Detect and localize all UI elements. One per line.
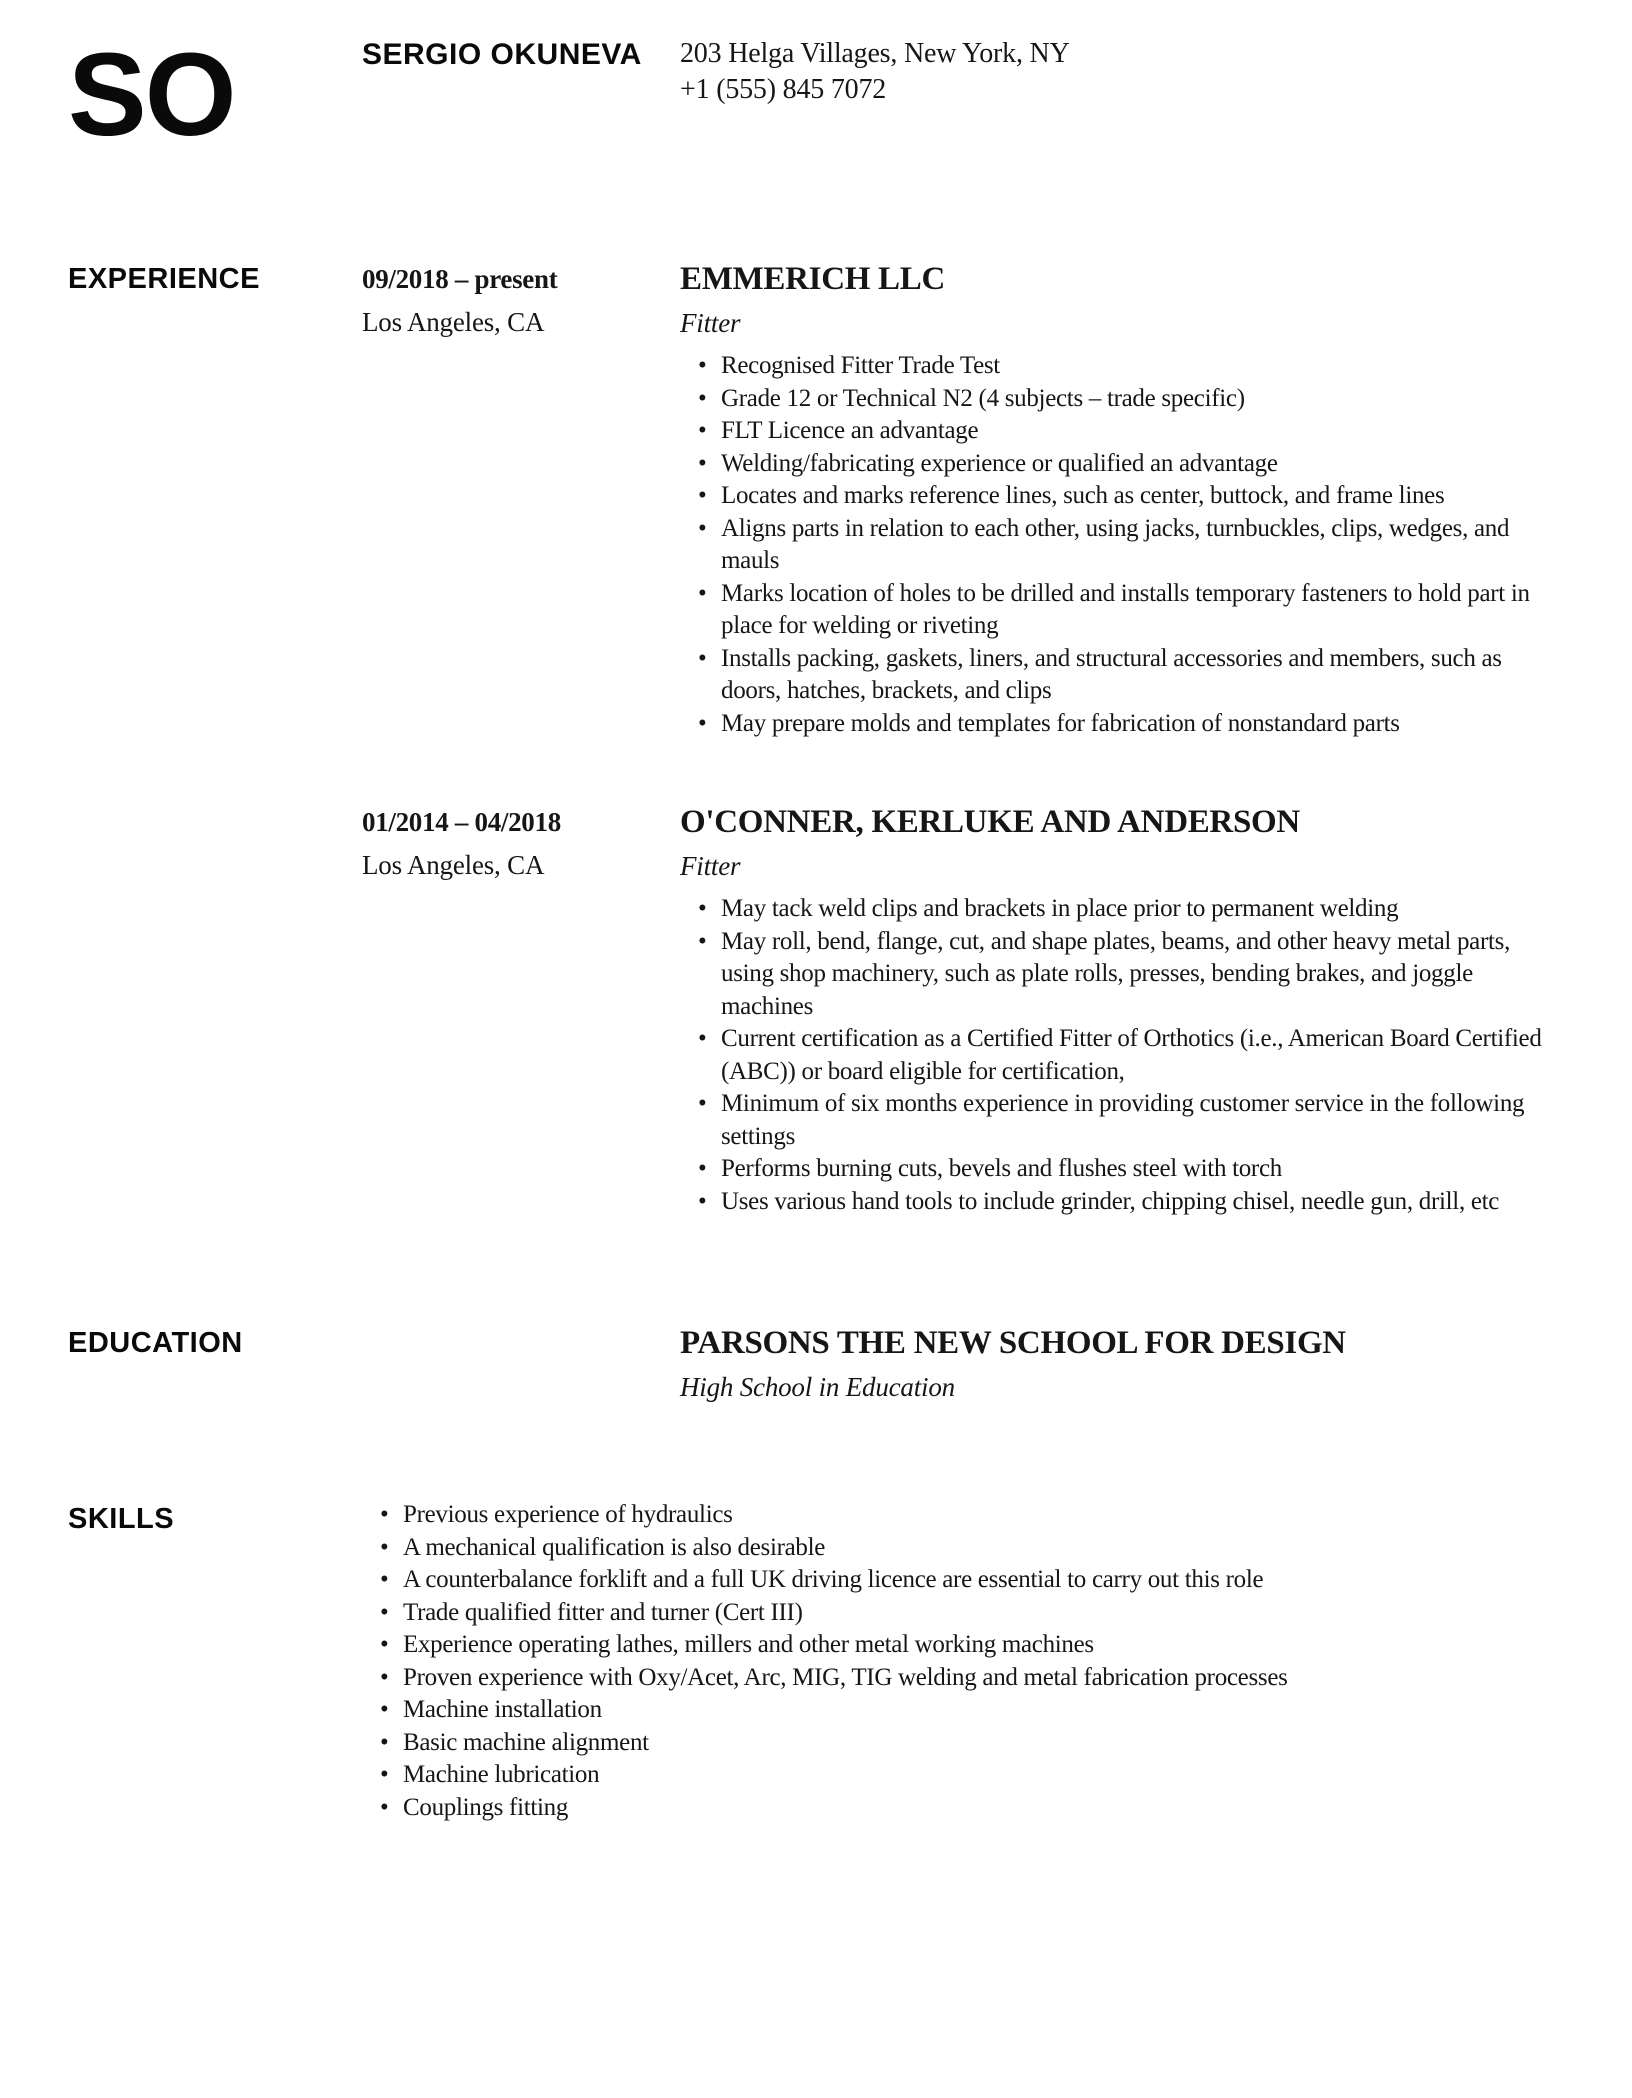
list-item: • May roll, bend, flange, cut, and shape plates, beams, and other heavy metal parts, using shop machinery, such as plate rolls, presses, bending brakes, and joggle machines xyxy=(680,926,1560,1024)
contact-address: 203 Helga Villages, New York, NY xyxy=(680,38,1070,69)
list-item: • Experience operating lathes, millers and other metal working machines xyxy=(362,1629,1560,1662)
contact-phone: +1 (555) 845 7072 xyxy=(680,74,887,105)
company-name: O'CONNER, KERLUKE AND ANDERSON xyxy=(680,804,1300,840)
school-name: PARSONS THE NEW SCHOOL FOR DESIGN xyxy=(680,1325,1346,1361)
company-name: EMMERICH LLC xyxy=(680,261,945,297)
job-dates: 01/2014 – 04/2018 xyxy=(362,807,561,837)
list-item: • Minimum of six months experience in providing customer service in the following settings xyxy=(680,1088,1560,1153)
list-item: • Welding/fabricating experience or qualified an advantage xyxy=(680,448,1560,481)
list-item: • Current certification as a Certified Fitter of Orthotics (i.e., American Board Certified (ABC)) or board eligible for certification, xyxy=(680,1023,1560,1088)
contact-block xyxy=(680,36,1560,108)
list-item: • FLT Licence an advantage xyxy=(680,415,1560,448)
degree-title: High School in Education xyxy=(680,1372,955,1402)
experience-section xyxy=(68,259,1560,1218)
education-section xyxy=(68,1323,1560,1404)
job-title: Fitter xyxy=(680,851,741,881)
job-title: Fitter xyxy=(680,308,741,338)
list-item: • May prepare molds and templates for fabrication of nonstandard parts xyxy=(680,708,1560,741)
job-meta xyxy=(362,802,680,885)
list-item: • Aligns parts in relation to each other, using jacks, turnbuckles, clips, wedges, and mauls xyxy=(680,513,1560,578)
skills-list xyxy=(362,1499,1560,1824)
list-item: • Previous experience of hydraulics xyxy=(362,1499,1560,1532)
list-item: • Recognised Fitter Trade Test xyxy=(680,350,1560,383)
job-meta xyxy=(362,259,680,342)
skills-section xyxy=(68,1499,1560,1824)
experience-body xyxy=(362,259,1560,1218)
list-item: • A mechanical qualification is also desirable xyxy=(362,1532,1560,1565)
job-location: Los Angeles, CA xyxy=(362,307,545,337)
job-bullet-list xyxy=(680,893,1560,1218)
job-details xyxy=(680,259,1560,740)
section-label-experience: EXPERIENCE xyxy=(68,263,260,295)
list-item: • Trade qualified fitter and turner (Cert III) xyxy=(362,1597,1560,1630)
job-details xyxy=(680,802,1560,1218)
list-item: • A counterbalance forklift and a full UK driving licence are essential to carry out this role xyxy=(362,1564,1560,1597)
monogram: SO xyxy=(68,29,235,161)
job-dates: 09/2018 – present xyxy=(362,264,558,294)
list-item: • Grade 12 or Technical N2 (4 subjects – trade specific) xyxy=(680,383,1560,416)
list-item: • Performs burning cuts, bevels and flushes steel with torch xyxy=(680,1153,1560,1186)
list-item: • Proven experience with Oxy/Acet, Arc, MIG, TIG welding and metal fabrication processes xyxy=(362,1662,1560,1695)
resume-header xyxy=(68,29,1560,161)
section-label-education: EDUCATION xyxy=(68,1327,243,1359)
person-name: SERGIO OKUNEVA xyxy=(362,38,642,71)
skills-body xyxy=(362,1499,1560,1824)
job-entry xyxy=(362,802,1560,1218)
list-item: • Locates and marks reference lines, such as center, buttock, and frame lines xyxy=(680,480,1560,513)
list-item: • Couplings fitting xyxy=(362,1792,1560,1825)
list-item: • Basic machine alignment xyxy=(362,1727,1560,1760)
list-item: • Uses various hand tools to include grinder, chipping chisel, needle gun, drill, etc xyxy=(680,1186,1560,1219)
list-item: • Machine installation xyxy=(362,1694,1560,1727)
job-entry xyxy=(362,259,1560,740)
job-bullet-list xyxy=(680,350,1560,740)
list-item: • May tack weld clips and brackets in place prior to permanent welding xyxy=(680,893,1560,926)
job-location: Los Angeles, CA xyxy=(362,850,545,880)
education-details xyxy=(680,1323,1560,1404)
list-item: • Marks location of holes to be drilled and installs temporary fasteners to hold part in place for welding or riveting xyxy=(680,578,1560,643)
section-label-skills: SKILLS xyxy=(68,1503,175,1535)
list-item: • Machine lubrication xyxy=(362,1759,1560,1792)
list-item: • Installs packing, gaskets, liners, and structural accessories and members, such as doors, hatches, brackets, and clips xyxy=(680,643,1560,708)
education-body xyxy=(362,1323,1560,1404)
